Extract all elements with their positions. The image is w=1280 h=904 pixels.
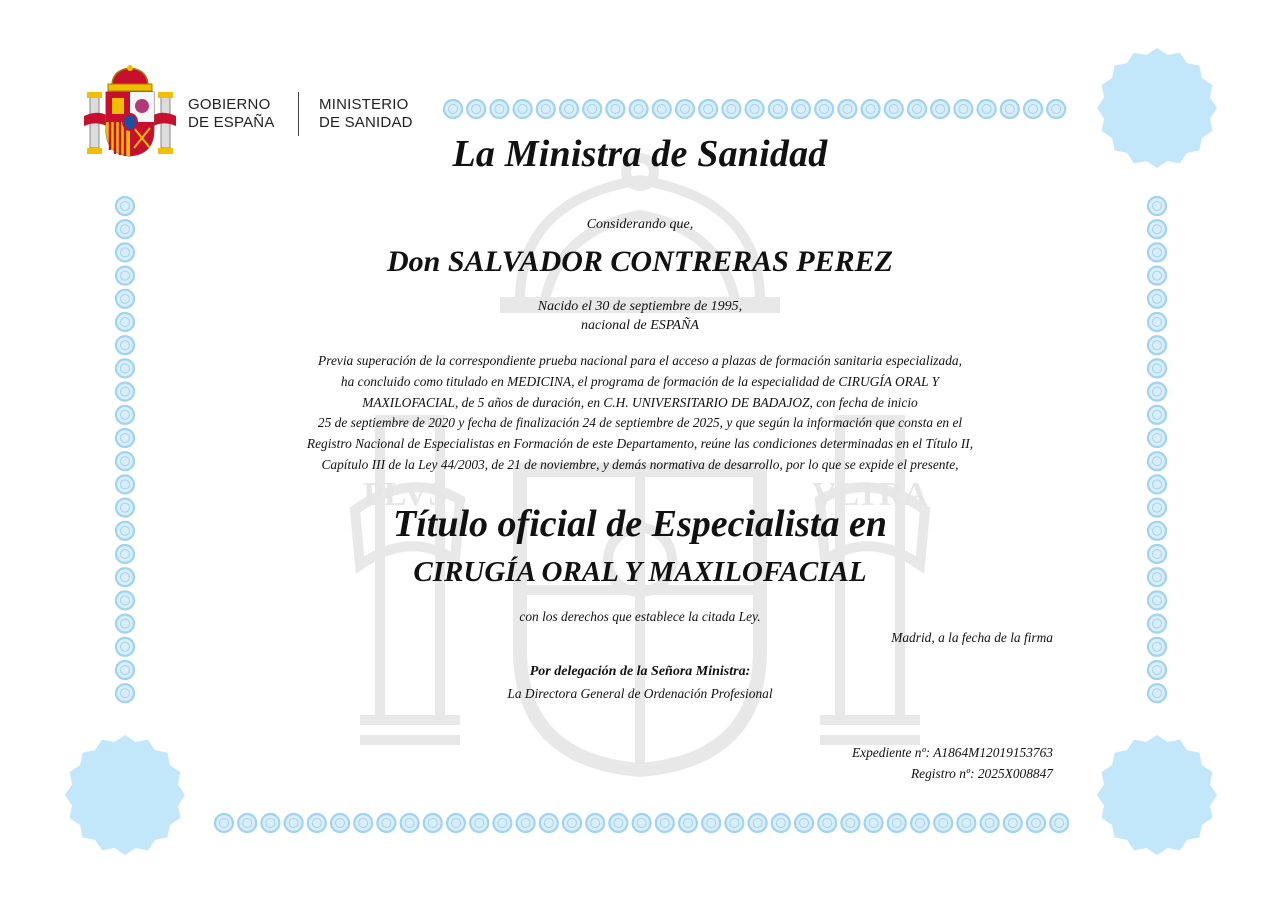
border-dot: [908, 100, 926, 118]
border-dot: [1148, 615, 1166, 633]
registry-number: Registro nº: 2025X008847: [910, 766, 1053, 781]
border-dot: [1148, 313, 1166, 331]
border-dot: [606, 100, 624, 118]
government-label: [188, 96, 275, 132]
border-dot: [1148, 197, 1166, 215]
border-dot: [116, 522, 134, 540]
border-dot: [470, 814, 488, 832]
border-dot: [772, 814, 790, 832]
border-dot: [656, 814, 674, 832]
border-dot: [517, 814, 535, 832]
border-dot: [1148, 638, 1166, 656]
border-dot: [116, 429, 134, 447]
border-dot: [630, 100, 648, 118]
body-line: Previa superación de la correspondiente prueba nacional para el acceso a plazas de formación sanitaria especializada,: [318, 353, 962, 368]
border-dot: [981, 814, 999, 832]
corner-seal: [65, 735, 185, 855]
logo-divider: [298, 92, 299, 136]
border-dot: [888, 814, 906, 832]
border-dot: [116, 615, 134, 633]
border-dot: [215, 814, 233, 832]
body-line: MAXILOFACIAL, de 5 años de duración, en C.H. UNIVERSITARIO DE BADAJOZ, con fecha de inicio: [362, 394, 918, 410]
border-dot: [1148, 267, 1166, 285]
border-dot: [818, 814, 836, 832]
border-dot: [467, 100, 485, 118]
border-dot: [676, 100, 694, 118]
corner-seal: [1097, 48, 1217, 168]
director-title: La Directora General de Ordenación Profesional: [507, 686, 773, 701]
certificate-body: [280, 351, 1000, 476]
watermark-motto-right: VLTRA: [812, 476, 928, 513]
issuer-heading: La Ministra de Sanidad: [452, 133, 828, 175]
certificate-title: Título oficial de Especialista en: [393, 503, 887, 545]
holder-name: Don SALVADOR CONTRERAS PEREZ: [387, 245, 893, 278]
border-dot: [354, 814, 372, 832]
border-dot: [1004, 814, 1022, 832]
border-dot: [934, 814, 952, 832]
border-dot: [1148, 661, 1166, 679]
border-dot: [285, 814, 303, 832]
spain-coat-of-arms-icon: [82, 64, 178, 158]
rights-text: con los derechos que establece la citada Ley.: [519, 609, 761, 624]
file-number: Expediente nº: A1864M12019153763: [851, 745, 1053, 760]
corner-seal: [1097, 735, 1217, 855]
border-dot: [885, 100, 903, 118]
border-dot: [702, 814, 720, 832]
border-dot: [746, 100, 764, 118]
border-dot: [931, 100, 949, 118]
border-dot: [1148, 568, 1166, 586]
border-dot: [978, 100, 996, 118]
body-line: 25 de septiembre de 2020 y fecha de finalización 24 de septiembre de 2025, y que según la información que consta en el: [317, 415, 963, 431]
border-dot: [1148, 243, 1166, 261]
birth-date-line: Nacido el 30 de septiembre de 1995,: [537, 299, 743, 314]
border-dot: [537, 100, 555, 118]
border-dot: [116, 290, 134, 308]
border-dot: [725, 814, 743, 832]
specialty-name: CIRUGÍA ORAL Y MAXILOFACIAL: [413, 556, 867, 588]
body-line: Capítulo III de la Ley 44/2003, de 21 de noviembre, y demás normativa de desarrollo, por lo que se expide el presente,: [321, 456, 959, 472]
border-dot: [609, 814, 627, 832]
border-dot: [116, 220, 134, 238]
border-dot: [1148, 545, 1166, 563]
border-dot: [331, 814, 349, 832]
border-dot: [116, 267, 134, 285]
border-dot: [957, 814, 975, 832]
border-dot: [424, 814, 442, 832]
border-dot: [116, 568, 134, 586]
border-dot: [308, 814, 326, 832]
border-dot: [560, 100, 578, 118]
border-dot: [116, 359, 134, 377]
border-dot: [586, 814, 604, 832]
border-dot: [722, 100, 740, 118]
border-dot: [1024, 100, 1042, 118]
border-dot: [444, 100, 462, 118]
border-dot: [1001, 100, 1019, 118]
border-dot: [1148, 290, 1166, 308]
border-dot: [238, 814, 256, 832]
birth-details: [440, 297, 840, 335]
border-dot: [583, 100, 601, 118]
watermark-motto-left: PLVS: [363, 476, 447, 513]
border-dot: [116, 475, 134, 493]
government-line-2: DE ESPAÑA: [188, 114, 275, 131]
border-dot: [769, 100, 787, 118]
border-dot: [563, 814, 581, 832]
border-dot: [1148, 220, 1166, 238]
border-dot: [1148, 499, 1166, 517]
border-dot: [1047, 100, 1065, 118]
border-dot: [514, 100, 532, 118]
border-dot: [116, 406, 134, 424]
border-dot: [815, 100, 833, 118]
border-dot: [653, 100, 671, 118]
border-dot: [261, 814, 279, 832]
border-dot: [116, 545, 134, 563]
delegation-text: Por delegación de la Señora Ministra:: [529, 664, 751, 679]
place-date: Madrid, a la fecha de la firma: [891, 630, 1053, 645]
border-dot: [1148, 359, 1166, 377]
border-dot: [838, 100, 856, 118]
ministry-line-2: DE SANIDAD: [319, 114, 413, 131]
body-line: Registro Nacional de Especialistas en Formación de este Departamento, reúne las condiciones determinadas en el Título II,: [306, 436, 974, 452]
border-dot: [841, 814, 859, 832]
considering-text: Considerando que,: [586, 217, 694, 232]
border-dot: [540, 814, 558, 832]
border-dot: [116, 499, 134, 517]
border-dot: [1050, 814, 1068, 832]
border-dot: [377, 814, 395, 832]
border-dot: [679, 814, 697, 832]
border-dot: [1148, 591, 1166, 609]
border-dot: [1148, 475, 1166, 493]
border-dot: [116, 452, 134, 470]
border-dot: [490, 100, 508, 118]
ministry-label: [319, 96, 413, 132]
border-dot: [1148, 522, 1166, 540]
border-dot: [699, 100, 717, 118]
border-dot: [633, 814, 651, 832]
border-dot: [116, 336, 134, 354]
border-dot: [116, 197, 134, 215]
border-dot: [116, 638, 134, 656]
border-dot: [1148, 336, 1166, 354]
border-dot: [1148, 429, 1166, 447]
border-dot: [493, 814, 511, 832]
border-dot: [116, 591, 134, 609]
border-dot: [1148, 406, 1166, 424]
border-dot: [792, 100, 810, 118]
border-dot: [1148, 684, 1166, 702]
border-dot: [116, 661, 134, 679]
border-dot: [116, 313, 134, 331]
border-dot: [401, 814, 419, 832]
border-dot: [116, 243, 134, 261]
border-dot: [116, 383, 134, 401]
border-dot: [865, 814, 883, 832]
border-dot: [954, 100, 972, 118]
border-dot: [447, 814, 465, 832]
body-line: ha concluido como titulado en MEDICINA, el programa de formación de la especialidad de CIRUGÍA ORAL Y: [340, 373, 940, 389]
ministry-line-1: MINISTERIO: [319, 96, 409, 113]
border-dot: [1148, 452, 1166, 470]
border-dot: [911, 814, 929, 832]
nationality-line: nacional de ESPAÑA: [581, 318, 699, 333]
border-dot: [116, 684, 134, 702]
border-dot: [862, 100, 880, 118]
border-dot: [795, 814, 813, 832]
border-dot: [1148, 383, 1166, 401]
border-dot: [1027, 814, 1045, 832]
government-line-1: GOBIERNO: [188, 96, 271, 113]
border-dot: [749, 814, 767, 832]
